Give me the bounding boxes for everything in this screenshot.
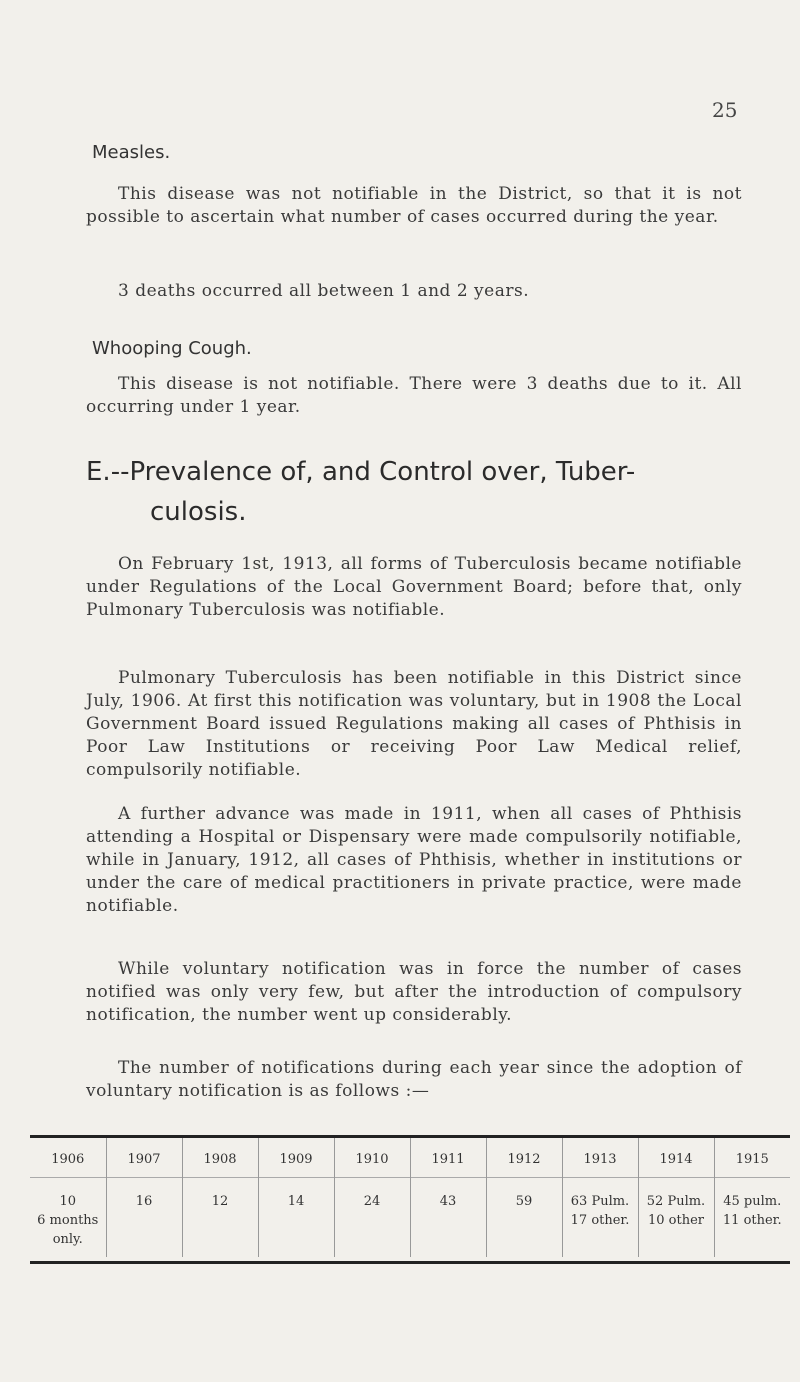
measles-heading: Measles. [92,142,171,163]
notifications-grid [30,1138,790,1257]
page-number: 25 [712,98,738,122]
table-cell [410,1178,486,1258]
year-header: 1915 [714,1138,790,1178]
year-header: 1908 [182,1138,258,1178]
year-header: 1912 [486,1138,562,1178]
year-header: 1909 [258,1138,334,1178]
table-cell [714,1178,790,1258]
cell-line: 10 [59,1194,77,1209]
section-e-heading [86,452,746,532]
table-cell [106,1178,182,1258]
cell-line: 17 other. [570,1213,630,1228]
year-header: 1906 [51,1152,85,1167]
table-cell [258,1178,334,1258]
table-bottom-rule [30,1261,790,1264]
table-header-row [30,1138,790,1178]
section-e-heading-line-2: culosis. [150,497,247,527]
cell-line: 12 [211,1194,229,1209]
whooping-cough-heading: Whooping Cough. [92,338,252,359]
measles-paragraph-2: 3 deaths occurred all between 1 and 2 years. [118,281,530,301]
cell-line: 43 [439,1194,457,1209]
cell-line: 45 pulm. [723,1194,782,1209]
cell-line: 16 [135,1194,153,1209]
cell-line: 24 [363,1194,381,1209]
cell-line: 14 [287,1194,305,1209]
tuberculosis-paragraph-2: Pulmonary Tuberculosis has been notifiable in this District since July, 1906. At first this notification was voluntary, but in 1908 the Local Government Board issued Regulations making all cases of Phthisis in Poor Law Institutions or receiving Poor Law Medical relief, compulsorily notifiable. [86,668,742,780]
table-cell [334,1178,410,1258]
tuberculosis-paragraph-5: The number of notifications during each year since the adoption of voluntary notification is as follows :— [86,1058,742,1101]
cell-line: 63 Pulm. [570,1194,630,1209]
measles-paragraph-1: This disease was not notifiable in the District, so that it is not possible to ascertain what number of cases occurred during the year. [86,184,742,227]
cell-line: 59 [515,1194,533,1209]
year-header: 1907 [106,1138,182,1178]
cell-line: 6 months [37,1213,99,1228]
tuberculosis-paragraph-3: A further advance was made in 1911, when all cases of Phthisis attending a Hospital or Dispensary were made compulsorily notifiable, while in January, 1912, all cases of Phthisis, whether in institutions or under the care of medical practitioners in private practice, were made notifiable. [86,804,742,916]
table-cell [30,1178,106,1258]
cell-line: 11 other. [722,1213,782,1228]
whooping-cough-paragraph: This disease is not notifiable. There were 3 deaths due to it. All occurring under 1 year. [86,374,742,417]
year-header: 1914 [638,1138,714,1178]
table-cell [182,1178,258,1258]
year-header: 1911 [410,1138,486,1178]
table-cell [486,1178,562,1258]
table-cell [562,1178,638,1258]
year-header: 1913 [562,1138,638,1178]
cell-line: only. [52,1232,83,1247]
year-header: 1910 [334,1138,410,1178]
notifications-table [30,1135,790,1264]
tuberculosis-paragraph-1: On February 1st, 1913, all forms of Tuberculosis became notifiable under Regulations of the Local Government Board; before that, only Pulmonary Tuberculosis was notifiable. [86,554,742,620]
table-row [30,1178,790,1258]
tuberculosis-paragraph-4: While voluntary notification was in force the number of cases notified was only very few, but after the introduction of compulsory notification, the number went up considerably. [86,959,742,1025]
cell-line: 10 other [647,1213,704,1228]
table-cell [638,1178,714,1258]
section-e-heading-line-1: E.--Prevalence of, and Control over, Tuber- [86,457,636,487]
cell-line: 52 Pulm. [646,1194,706,1209]
